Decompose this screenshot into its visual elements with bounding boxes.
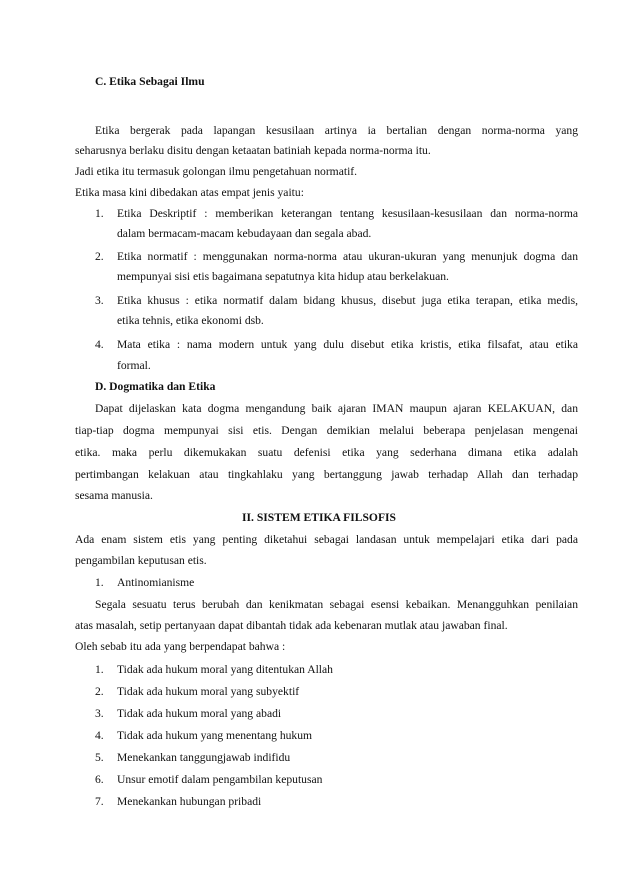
section-c-paragraph: Jadi etika itu termasuk golongan ilmu pengetahuan normatif. xyxy=(75,165,358,178)
list-item-number: 4. xyxy=(95,338,104,351)
list-item-label: Antinomianisme xyxy=(117,576,195,589)
list-item-number: 6. xyxy=(95,773,104,786)
section-d-line: tiap-tiap dogma mempunyai sisi etis. Dengan demikian melalui beberapa penjelasan mengenai xyxy=(75,424,578,437)
list-item-text: Menekankan tanggungjawab indifidu xyxy=(117,751,291,764)
list-item-text: Tidak ada hukum yang menentang hukum xyxy=(117,729,313,742)
list-item-line: mempunyai sisi etis bagaimana sepatutnya kita hidup atau berkelakuan. xyxy=(117,270,449,283)
list-item-number: 1. xyxy=(95,207,104,220)
list-item-number: 3. xyxy=(95,707,104,720)
section-c-paragraph-line: seharusnya berlaku disitu dengan ketaatan batiniah kepada norma-norma itu. xyxy=(75,144,431,157)
list-item-number: 7. xyxy=(95,795,104,808)
list-item-number: 2. xyxy=(95,250,104,263)
list-item-line: dalam bermacam-macam kebudayaan dan segala abad. xyxy=(117,227,372,240)
list-item-line: formal. xyxy=(117,359,151,372)
section-c-paragraph-line: Etika bergerak pada lapangan kesusilaan artinya ia bertalian dengan norma-norma yang xyxy=(95,124,578,137)
list-item-number: 1. xyxy=(95,663,104,676)
section-d-line: sesama manusia. xyxy=(75,489,153,502)
section-c-paragraph: Etika masa kini dibedakan atas empat jenis yaitu: xyxy=(75,186,304,199)
section-c-heading: C. Etika Sebagai Ilmu xyxy=(95,75,205,88)
section-ii-paragraph-line: Segala sesuatu terus berubah dan kenikmatan sebagai esensi kebaikan. Menangguhkan penilaian xyxy=(95,598,578,611)
section-d-heading: D. Dogmatika dan Etika xyxy=(95,380,216,393)
list-item-line: Mata etika : nama modern untuk yang dulu disebut etika kristis, etika filsafat, atau etika xyxy=(117,338,578,351)
list-item-line: etika tehnis, etika ekonomi dsb. xyxy=(117,314,264,327)
list-item-number: 1. xyxy=(95,576,104,589)
list-item-line: Etika Deskriptif : memberikan keterangan tentang kesusilaan-kesusilaan dan norma-norma xyxy=(117,207,578,220)
list-item-number: 5. xyxy=(95,751,104,764)
list-item-number: 2. xyxy=(95,685,104,698)
list-item-text: Unsur emotif dalam pengambilan keputusan xyxy=(117,773,323,786)
list-item-number: 4. xyxy=(95,729,104,742)
list-item-text: Tidak ada hukum moral yang ditentukan Allah xyxy=(117,663,333,676)
section-ii-paragraph-line: atas masalah, setip pertanyaan dapat dibantah tidak ada kebenaran mutlak atau jawaban final. xyxy=(75,619,508,632)
list-item-text: Tidak ada hukum moral yang abadi xyxy=(117,707,282,720)
section-ii-intro-line: Ada enam sistem etis yang penting diketahui sebagai landasan untuk mempelajari etika dari pada xyxy=(75,533,578,546)
section-ii-lead: Oleh sebab itu ada yang berpendapat bahwa : xyxy=(75,640,286,653)
list-item-text: Menekankan hubungan pribadi xyxy=(117,795,262,808)
section-ii-intro-line: pengambilan keputusan etis. xyxy=(75,554,207,567)
list-item-line: Etika normatif : menggunakan norma-norma atau ukuran-ukuran yang menunjuk dogma dan xyxy=(117,250,578,263)
section-ii-heading: II. SISTEM ETIKA FILSOFIS xyxy=(242,511,396,524)
list-item-text: Tidak ada hukum moral yang subyektif xyxy=(117,685,300,698)
section-d-line: Dapat dijelaskan kata dogma mengandung baik ajaran IMAN maupun ajaran KELAKUAN, dan xyxy=(95,402,578,415)
list-item-number: 3. xyxy=(95,294,104,307)
list-item-line: Etika khusus : etika normatif dalam bidang khusus, disebut juga etika terapan, etika medis, xyxy=(117,294,578,307)
section-d-line: etika. maka perlu dikemukakan suatu defenisi etika yang sederhana dimana etika adalah xyxy=(75,446,578,459)
section-d-line: pertimbangan kelakuan atau tingkahlaku yang bertanggung jawab terhadap Allah dan terhadap xyxy=(75,468,578,481)
